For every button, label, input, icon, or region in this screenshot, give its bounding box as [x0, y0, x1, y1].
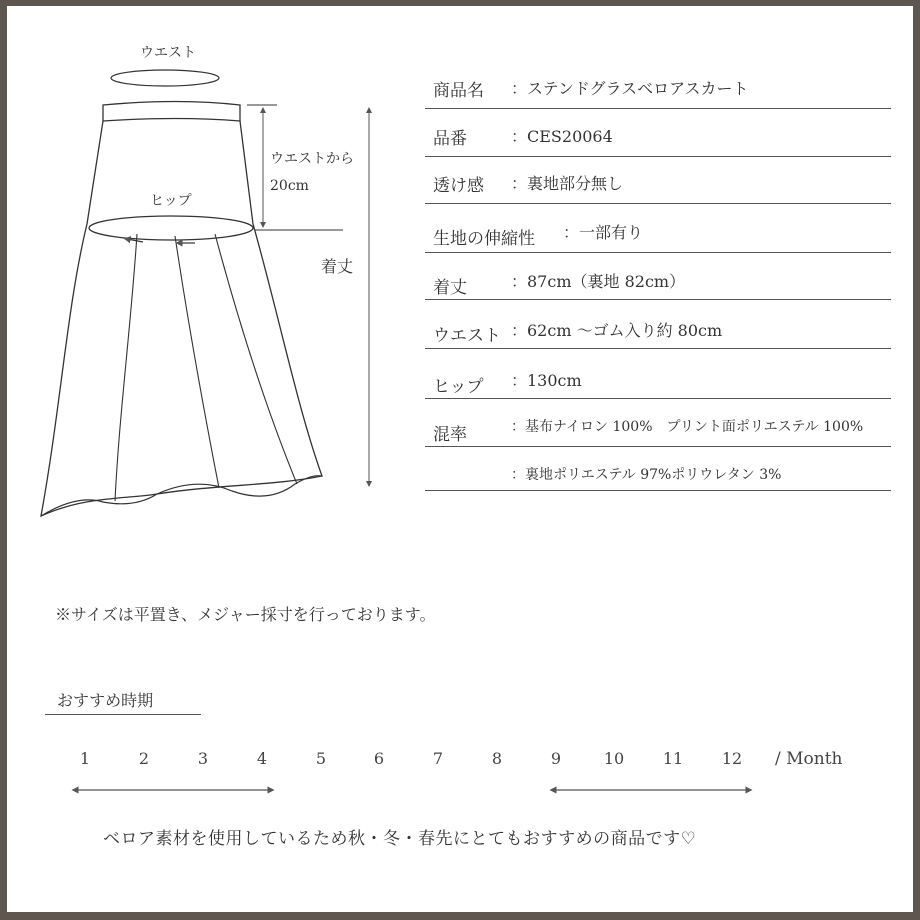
from-waist-label: ウエストから [270, 151, 354, 167]
season-title: おすすめ時期 [57, 691, 154, 710]
month-label: 1 [79, 749, 91, 768]
spec-label: ヒップ [433, 377, 484, 397]
month-unit: / Month [775, 749, 843, 769]
spec-value: ：ステンドグラスベロアスカート [511, 79, 749, 98]
skirt-seam [215, 234, 297, 484]
month-label: 10 [603, 749, 625, 768]
spec-value: ：62cm ～ゴム入り約 80cm [511, 321, 723, 340]
spec-row-code [425, 116, 891, 160]
spec-label: 品番 [433, 129, 467, 149]
from-waist-value: 20cm [270, 178, 309, 194]
length-label: 着丈 [321, 257, 354, 276]
spec-value: ：基布ナイロン 100% プリント面ポリエステル 100% [511, 419, 864, 435]
skirt-seam [175, 236, 219, 488]
spec-label: 商品名 [433, 81, 484, 101]
spec-divider [425, 348, 891, 349]
size-chart-card [7, 6, 913, 912]
hip-label: ヒップ [150, 193, 192, 209]
spec-divider [425, 490, 891, 491]
spec-value: ：130cm [511, 371, 582, 390]
waist-measure-ellipse [111, 70, 219, 86]
spec-divider [425, 446, 891, 447]
spec-divider [425, 203, 891, 204]
spec-row-stretch [425, 212, 891, 256]
spec-value: ：CES20064 [511, 127, 613, 146]
hip-measure-ellipse [89, 216, 253, 240]
spec-divider [425, 156, 891, 157]
spec-value: ：裏地部分無し [511, 174, 624, 193]
season-range-arrows [7, 776, 913, 806]
spec-label: ウエスト [433, 326, 501, 346]
month-label: 3 [197, 749, 209, 768]
spec-divider [425, 398, 891, 399]
month-label: 8 [491, 749, 503, 768]
skirt-seam [115, 234, 137, 501]
spec-row-sheerness [425, 163, 891, 207]
spec-divider [425, 252, 891, 253]
spec-label: 着丈 [433, 278, 467, 298]
month-label: 12 [721, 749, 743, 768]
waistband-outline [103, 102, 240, 122]
month-label: 7 [432, 749, 444, 768]
recommendation-text: ベロア素材を使用しているため秋・冬・春先にとてもおすすめの商品です♡ [103, 829, 697, 849]
month-label: 9 [550, 749, 562, 768]
waist-label: ウエスト [140, 45, 196, 61]
month-label: 5 [315, 749, 327, 768]
spec-value: ：一部有り [563, 223, 644, 242]
spec-row-waist [425, 306, 891, 350]
spec-row-material-lining [425, 452, 891, 496]
month-label: 11 [662, 749, 684, 768]
season-title-underline [45, 714, 201, 715]
month-label: 2 [138, 749, 150, 768]
spec-label: 生地の伸縮性 [433, 229, 535, 249]
spec-divider [425, 108, 891, 109]
month-label: 4 [256, 749, 268, 768]
spec-row-length [425, 259, 891, 303]
spec-value: ：87cm（裏地 82cm） [511, 272, 686, 291]
spec-row-hip [425, 356, 891, 400]
spec-row-material [425, 404, 891, 448]
spec-value: ：裏地ポリエステル 97%ポリウレタン 3% [511, 467, 782, 483]
spec-row-name [425, 68, 891, 112]
spec-divider [425, 299, 891, 300]
measurement-note: ※サイズは平置き、メジャー採寸を行っております。 [55, 605, 436, 624]
spec-label: 透け感 [433, 176, 484, 196]
spec-label: 混率 [433, 425, 467, 445]
month-label: 6 [373, 749, 385, 768]
